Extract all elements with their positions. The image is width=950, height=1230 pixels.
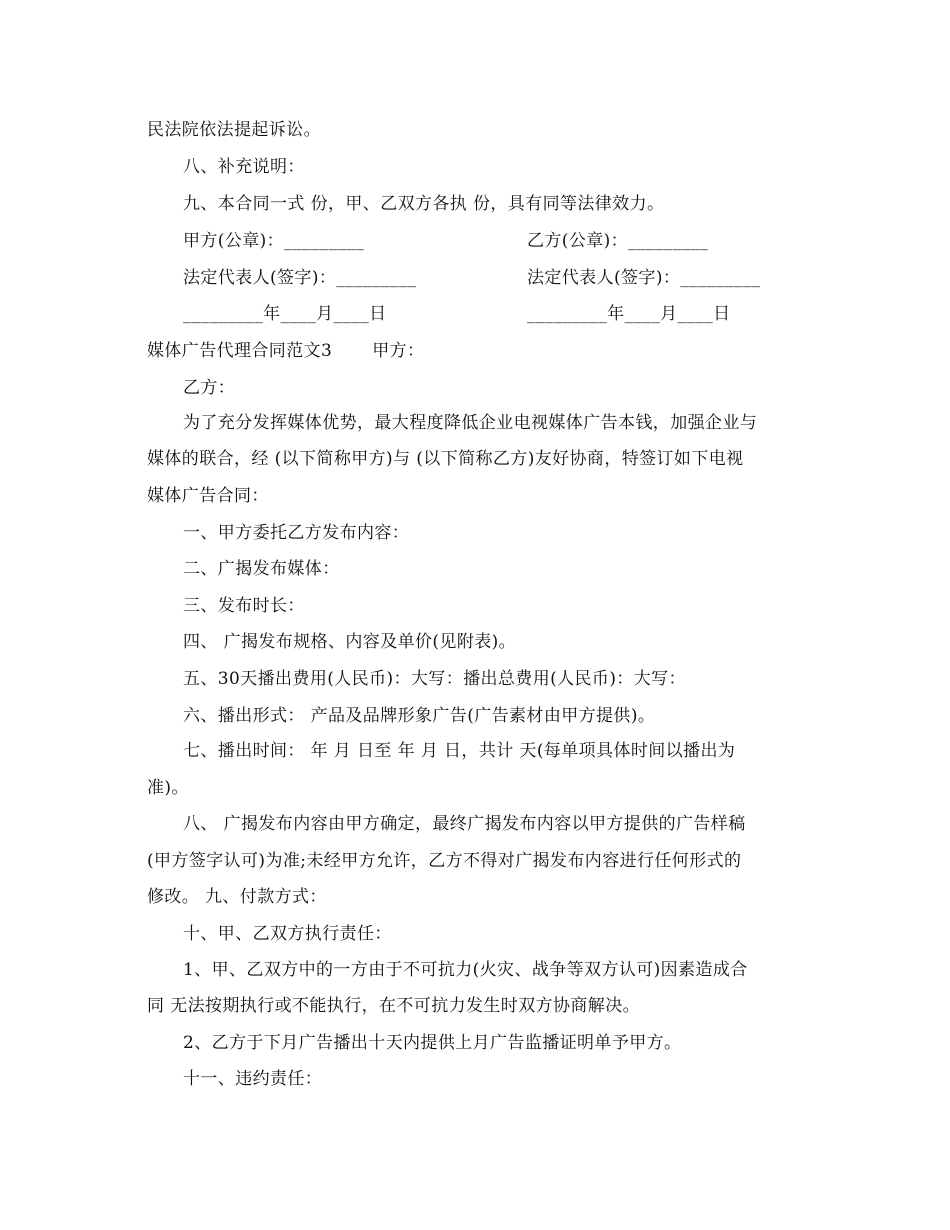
clause-line: 三、发布时长： [183,596,305,616]
clause-line: 八、 广揭发布内容由甲方确定，最终广揭发布内容以甲方提供的广告样稿 [183,814,746,834]
clause-line: 一、甲方委托乙方发布内容： [183,523,410,543]
clause-line: 同 无法按期执行或不能执行，在不可抗力发生时双方协商解决。 [147,996,641,1016]
text-line: 九、本合同一式 份，甲、乙双方各执 份，具有同等法律效力。 [183,194,665,214]
paragraph-line: 为了充分发挥媒体优势，最大程度降低企业电视媒体广告本钱，加强企业与 [183,413,758,433]
contract-title-line [147,339,807,363]
party-a-seal-line: 甲方(公章)：_________ [183,231,365,251]
section-heading: 八、补充说明： [183,157,305,177]
party-a-date-line: _________年____月____日 [183,304,387,324]
clause-line: 2、乙方于下月广告播出十天内提供上月广告监播证明单予甲方。 [183,1033,682,1053]
party-a-representative-line: 法定代表人(签字)：_________ [183,268,417,288]
party-b-date-line: _________年____月____日 [527,304,731,324]
clause-line: 1、甲、乙双方中的一方由于不可抗力(火灾、战争等双方认可)因素造成合 [183,960,748,980]
party-b-seal-line: 乙方(公章)：_________ [527,231,709,251]
party-b-representative-line: 法定代表人(签字)：_________ [527,268,761,288]
clause-line: 五、30天播出费用(人民币)：大写：播出总费用(人民币)：大写： [183,669,686,689]
party-b-label: 乙方： [183,378,236,398]
paragraph-line: 媒体的联合，经 (以下简称甲方)与 (以下简称乙方)友好协商，特签订如下电视 [147,449,744,469]
paragraph-line: 媒体广告合同： [147,486,269,506]
clause-line: 七、播出时间： 年 月 日至 年 月 日，共计 天(每单项具体时间以播出为 [183,741,736,761]
clause-line: 十一、违约责任： [183,1069,323,1089]
clause-line: 十、甲、乙双方执行责任： [183,924,392,944]
clause-line: 准)。 [147,778,189,798]
clause-line: 六、播出形式： 产品及品牌形象广告(广告素材由甲方提供)。 [183,706,656,726]
clause-line: 四、 广揭发布规格、内容及单价(见附表)。 [183,632,517,652]
contract-title: 媒体广告代理合同范文3 [147,341,333,361]
clause-line: 二、广揭发布媒体： [183,559,340,579]
party-a-label: 甲方： [372,341,425,361]
clause-line: 修改。 九、付款方式： [147,887,327,907]
text-line: 民法院依法提起诉讼。 [147,120,321,140]
clause-line: (甲方签字认可)为准;未经甲方允许，乙方不得对广揭发布内容进行任何形式的 [147,851,742,871]
